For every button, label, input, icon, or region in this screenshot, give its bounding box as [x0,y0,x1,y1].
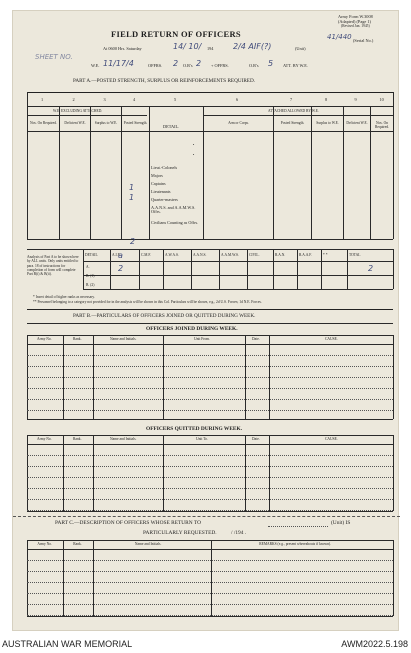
analysis-header: R.A.N. [275,253,286,257]
part-c-unit: (Unit) IS [331,520,351,526]
rank-label: Lieut.-Colonels [151,165,178,170]
ors-label: O.R's [183,63,193,68]
table-header: Unit To. [196,437,208,441]
part-c-header: Army No. [37,542,52,546]
analysis-note: Analysis of Part A to be shown here by ALL units. Only units entitled to para. 18 of instructions for completion of form will complete Part B(i) & B(ii). [27,255,79,277]
footnote-2: ** Personnel belonging to a category not provided for in the analysis will be shown in this Col. Particulars will be shown, e.g., 2d U.S. Forces; 1d N.E. Forces. [33,300,262,304]
table-header: Rank. [73,337,82,341]
serial-number-handwritten: 41/440 [327,33,352,41]
asterisk-1: • [193,143,195,147]
year-label: 194 [207,46,214,51]
analysis-header: A.I.F. [112,253,121,257]
rank-label: Civilians Counting as Offrs. [151,220,199,225]
rank-label: Majors [151,173,163,178]
column-number: 2 [72,97,75,102]
form-number-line-2: (Adapted) (Page 1) [338,19,371,24]
column-number: 5 [174,97,177,102]
table-header: CAUSE. [325,337,338,341]
column-header: Nos. On Required. [30,121,57,125]
analysis-header: A.A.M.W.S. [221,253,239,257]
rank-label: A.A.N.S. and A.A.M.W.S. Offrs. [151,205,196,214]
table-header: Army No. [37,337,52,341]
table-header: Date. [252,337,260,341]
column-header: Surplus to W.E. [94,121,118,125]
caption-right: AWM2022.5.198 [341,639,408,649]
analysis-row-label: A. [86,265,90,269]
group-we-excluding: W.E. EXCLUDING ATTACHED. [53,109,103,113]
detail-header: DETAIL. [163,124,180,129]
column-header: Nos. On Required. [374,121,390,129]
posted-handwritten-2: 1 [129,193,135,202]
plus-offrs-label: + OFFRS. [211,63,229,68]
ors-handwritten: 2 [196,59,202,68]
analysis-row-label: B. (2) [86,283,95,287]
analysis-row-label: B. (1) [86,274,95,278]
column-number: 8 [325,97,328,102]
part-c-date: / /194 . [231,530,247,536]
form-number-line-3: (Revised Jan. 1945) [341,24,370,28]
we-handwritten: 11/17/4 [103,59,134,68]
footnote-1: * Insert detail of higher ranks as necessary. [33,295,95,299]
offrs-label: OFFRS. [148,63,163,68]
table-header: CAUSE. [325,437,338,441]
column-header: Arm or Corps. [228,121,249,125]
table-header: Date. [252,437,260,441]
plus-ors-handwritten: 5 [268,59,274,68]
analysis-header: DETAIL [85,253,98,257]
caption-left: AUSTRALIAN WAR MEMORIAL [2,639,133,649]
analysis-header: A.A.N.S. [193,253,207,257]
joined-title: OFFICERS JOINED DURING WEEK. [146,326,238,332]
column-number: 3 [103,97,106,102]
column-header: Surplus to W.E. [316,121,339,125]
we-label: W.E. [91,63,100,68]
column-number: 10 [379,97,384,102]
group-attached: ATTACHED ALLOWED BY W.E. [268,109,319,113]
form-sheet [12,10,399,631]
margin-handwriting: SHEET NO. [35,53,73,61]
asterisk-2: • [193,153,195,157]
column-number: 1 [41,97,44,102]
analysis-header: C.M.F. [141,253,151,257]
analysis-detail-handwritten: a [118,251,123,260]
form-title: FIELD RETURN OF OFFICERS [111,29,241,39]
analysis-total-handwritten: 2 [368,264,374,273]
part-b-title: PART B.—PARTICULARS OF OFFICERS JOINED OR QUITTED DURING WEEK. [73,313,256,319]
unit-label: (Unit) [295,46,306,51]
column-number: 4 [133,97,136,102]
rank-label: Lieutenants [151,189,171,194]
analysis-header: R.A.A.F. [299,253,312,257]
posted-total-handwritten: 2 [130,237,136,246]
column-number: 7 [290,97,293,102]
column-header: Posted Strength. [123,121,148,125]
caption-bar [0,637,411,653]
analysis-header: CIVIL. [249,253,260,257]
table-header: Unit From. [194,337,210,341]
part-c-header: Rank. [73,542,82,546]
table-header: Army No. [37,437,52,441]
offrs-handwritten: 2 [173,59,179,68]
serial-label: (Serial No.) [353,38,374,43]
part-c-header: Name and Initials. [134,542,162,546]
part-c-header: REMARKS (e.g., present whereabouts if known). [259,542,332,546]
column-header: Deficient W.E. [346,121,368,125]
table-header: Name and Initials. [110,437,137,441]
column-number: 9 [354,97,357,102]
table-header: Name and Initials. [110,337,137,341]
analysis-header: * * [323,253,328,257]
quitted-title: OFFICERS QUITTED DURING WEEK. [146,426,243,432]
unit-handwritten: 2/4 AIF(?) [233,42,272,51]
analysis-header: TOTAL [349,253,361,257]
column-number: 6 [236,97,239,102]
table-header: Rank. [73,437,82,441]
rank-label: Captains [151,181,166,186]
part-a-title: PART A.—POSTED STRENGTH, SURPLUS OR REINFORCEMENTS REQUIRED. [73,78,255,84]
posted-handwritten-1: 1 [129,183,135,192]
plus-ors-label: O.R's [249,63,259,68]
date-handwritten: 14/ 10/ [173,42,202,51]
analysis-a-handwritten: 2 [118,264,124,273]
form-number-line-1: Army Form W.3008 [338,14,373,19]
date-label: At 0600 Hrs. Saturday [103,46,142,51]
column-header: Deficient W.E. [64,121,86,125]
rank-label: Quarter-masters [151,197,178,202]
part-c-requested: PARTICULARLY REQUESTED. [143,530,217,536]
att-label: ATT. BY W.E. [283,63,308,68]
column-header: Posted Strength. [280,121,305,125]
part-c-title: PART C.—DESCRIPTION OF OFFICERS WHOSE RETURN TO [55,520,202,526]
analysis-header: A.W.A.S. [165,253,179,257]
